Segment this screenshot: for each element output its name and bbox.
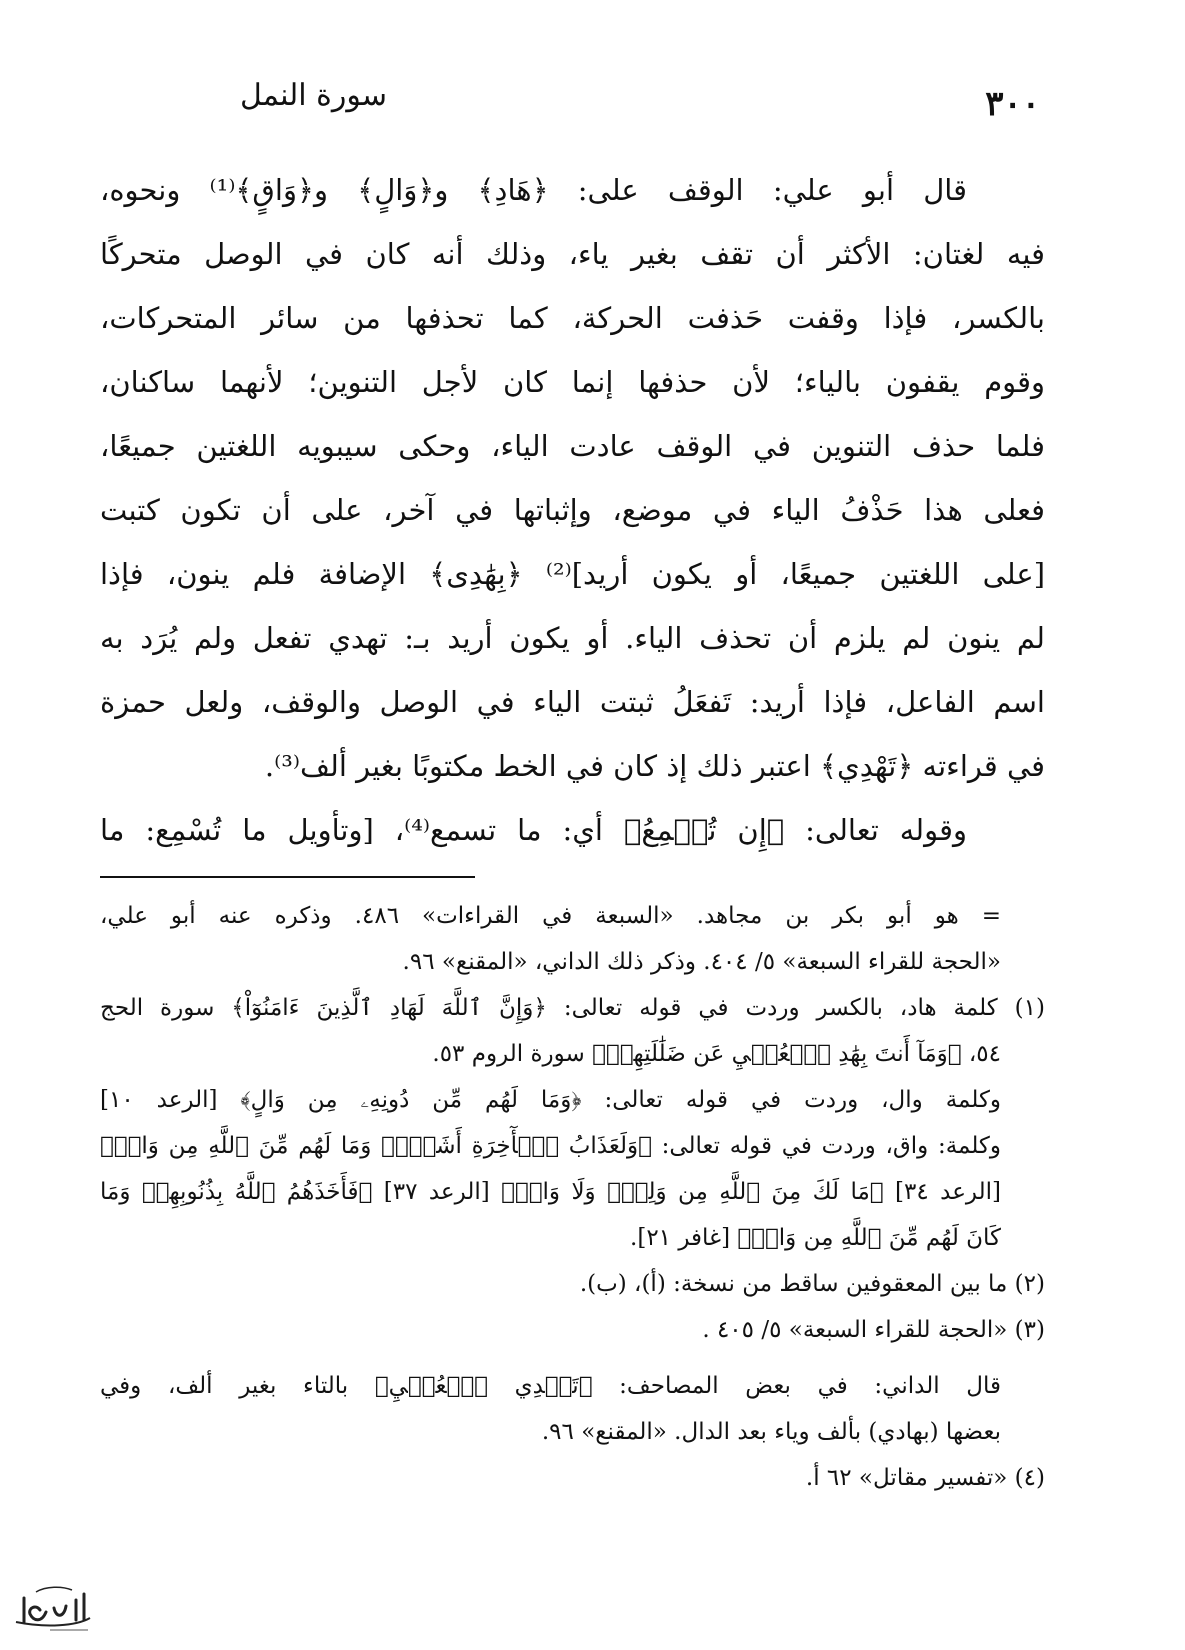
footnote-line: قال الداني: في بعض المصاحف: ﴿تَهۡدِي ٱلۡعُمۡيِ﴾ بالتاء بغير ألف، وفي xyxy=(100,1373,1001,1399)
text-line: لم ينون لم يلزم أن تحذف الياء. أو يكون أريد بـ: تهدي تفعل ولم يُرَد به xyxy=(100,621,1045,655)
text-line: فيه لغتان: الأكثر أن تقف بغير ياء، وذلك أنه كان في الوصل متحركًا xyxy=(100,237,1045,271)
text-line: وقوم يقفون بالياء؛ لأن حذفها إنما كان لأجل التنوين؛ لأنهما ساكنان، xyxy=(100,365,1045,399)
footnote-line: (٢) ما بين المعقوفين ساقط من نسخة: (أ)، (ب). xyxy=(579,1271,1045,1297)
footnote-line: (١) كلمة هاد، بالكسر وردت في قوله تعالى: ﴿وَإِنَّ ٱللَّهَ لَهَادِ ٱلَّذِينَ ءَامَنُوٓاْ﴾ سورة الحج xyxy=(100,995,1045,1021)
text-line: [على اللغتين جميعًا، أو يكون أريد]⁽²⁾ ﴿بِهَٰدِى﴾ الإضافة فلم ينون، فإذا xyxy=(100,557,1046,591)
footnote-line: كَانَ لَهُم مِّنَ ٱللَّهِ مِن وَاقٖ﴾ [غافر ٢١]. xyxy=(630,1225,1001,1251)
footnote-line: = هو أبو بكر بن مجاهد. «السبعة في القراءات» ٤٨٦. وذكره عنه أبو علي، xyxy=(100,903,1001,929)
text-line: في قراءته ﴿تَهْدِي﴾ اعتبر ذلك إذ كان في الخط مكتوبًا بغير ألف⁽³⁾. xyxy=(264,749,1045,783)
footnote-line: «الحجة للقراء السبعة» ٥/ ٤٠٤. وذكر ذلك الداني، «المقنع» ٩٦. xyxy=(402,949,1001,975)
page-number: ٣٠٠ xyxy=(985,84,1040,124)
library-stamp-logo xyxy=(6,1578,96,1640)
footnote-line: (٤) «تفسير مقاتل» ٦٢ أ. xyxy=(805,1465,1045,1491)
text-line: اسم الفاعل، فإذا أريد: تَفعَلُ ثبتت الياء في الوصل والوقف، ولعل حمزة xyxy=(100,685,1045,719)
text-line: فعلى هذا حَذْفُ الياء في موضع، وإثباتها في آخر، على أن تكون كتبت xyxy=(100,493,1045,527)
footnote-line: (٣) «الحجة للقراء السبعة» ٥/ ٤٠٥ . xyxy=(702,1317,1045,1343)
text-line: قال أبو علي: الوقف على: ﴿هَادِ﴾ و﴿وَالٍ﴾ و﴿وَاقٍ﴾⁽¹⁾ ونحوه، xyxy=(100,173,967,207)
footnote-separator xyxy=(100,876,475,878)
text-line: بالكسر، فإذا وقفت حَذفت الحركة، كما تحذفها من سائر المتحركات، xyxy=(100,301,1045,335)
main-text xyxy=(100,158,1045,862)
footnote-line: وكلمة: واق، وردت في قوله تعالى: ﴿وَلَعَذَابُ ٱلۡأٓخِرَةِ أَشَقُّۖ وَمَا لَهُم مِّنَ ٱللَّهِ مِن وَاقٖ﴾ xyxy=(100,1133,1001,1159)
footnote-line: [الرعد ٣٤] ﴿مَا لَكَ مِنَ ٱللَّهِ مِن وَلِيّٖ وَلَا وَاقٖ﴾ [الرعد ٣٧] ﴿فَأَخَذَهُمُ ٱللَّهُ بِذُنُوبِهِمۡ وَمَا xyxy=(100,1179,1001,1205)
surah-title: سورة النمل xyxy=(240,78,387,113)
footnote-line: وكلمة وال، وردت في قوله تعالى: ﴿وَمَا لَهُم مِّن دُونِهِۦ مِن وَالٍ﴾ [الرعد ١٠] xyxy=(100,1087,1001,1113)
footnotes xyxy=(100,893,1045,1501)
text-line: وقوله تعالى: ﴿إِن تُسۡمِعُ﴾ أي: ما تسمع⁽⁴⁾، [وتأويل ما تُسْمِع: ما xyxy=(100,813,967,847)
footnote-line: بعضها (بهادي) بألف وياء بعد الدال. «المقنع» ٩٦. xyxy=(541,1419,1001,1445)
text-line: فلما حذف التنوين في الوقف عادت الياء، وحكى سيبويه اللغتين جميعًا، xyxy=(100,429,1045,463)
footnote-line: ٥٤، ﴿وَمَآ أَنتَ بِهَٰدِ ٱلۡعُمۡيِ عَن ضَلَٰلَتِهِمۡ﴾ سورة الروم ٥٣. xyxy=(432,1041,1001,1067)
page-header xyxy=(240,78,1040,128)
